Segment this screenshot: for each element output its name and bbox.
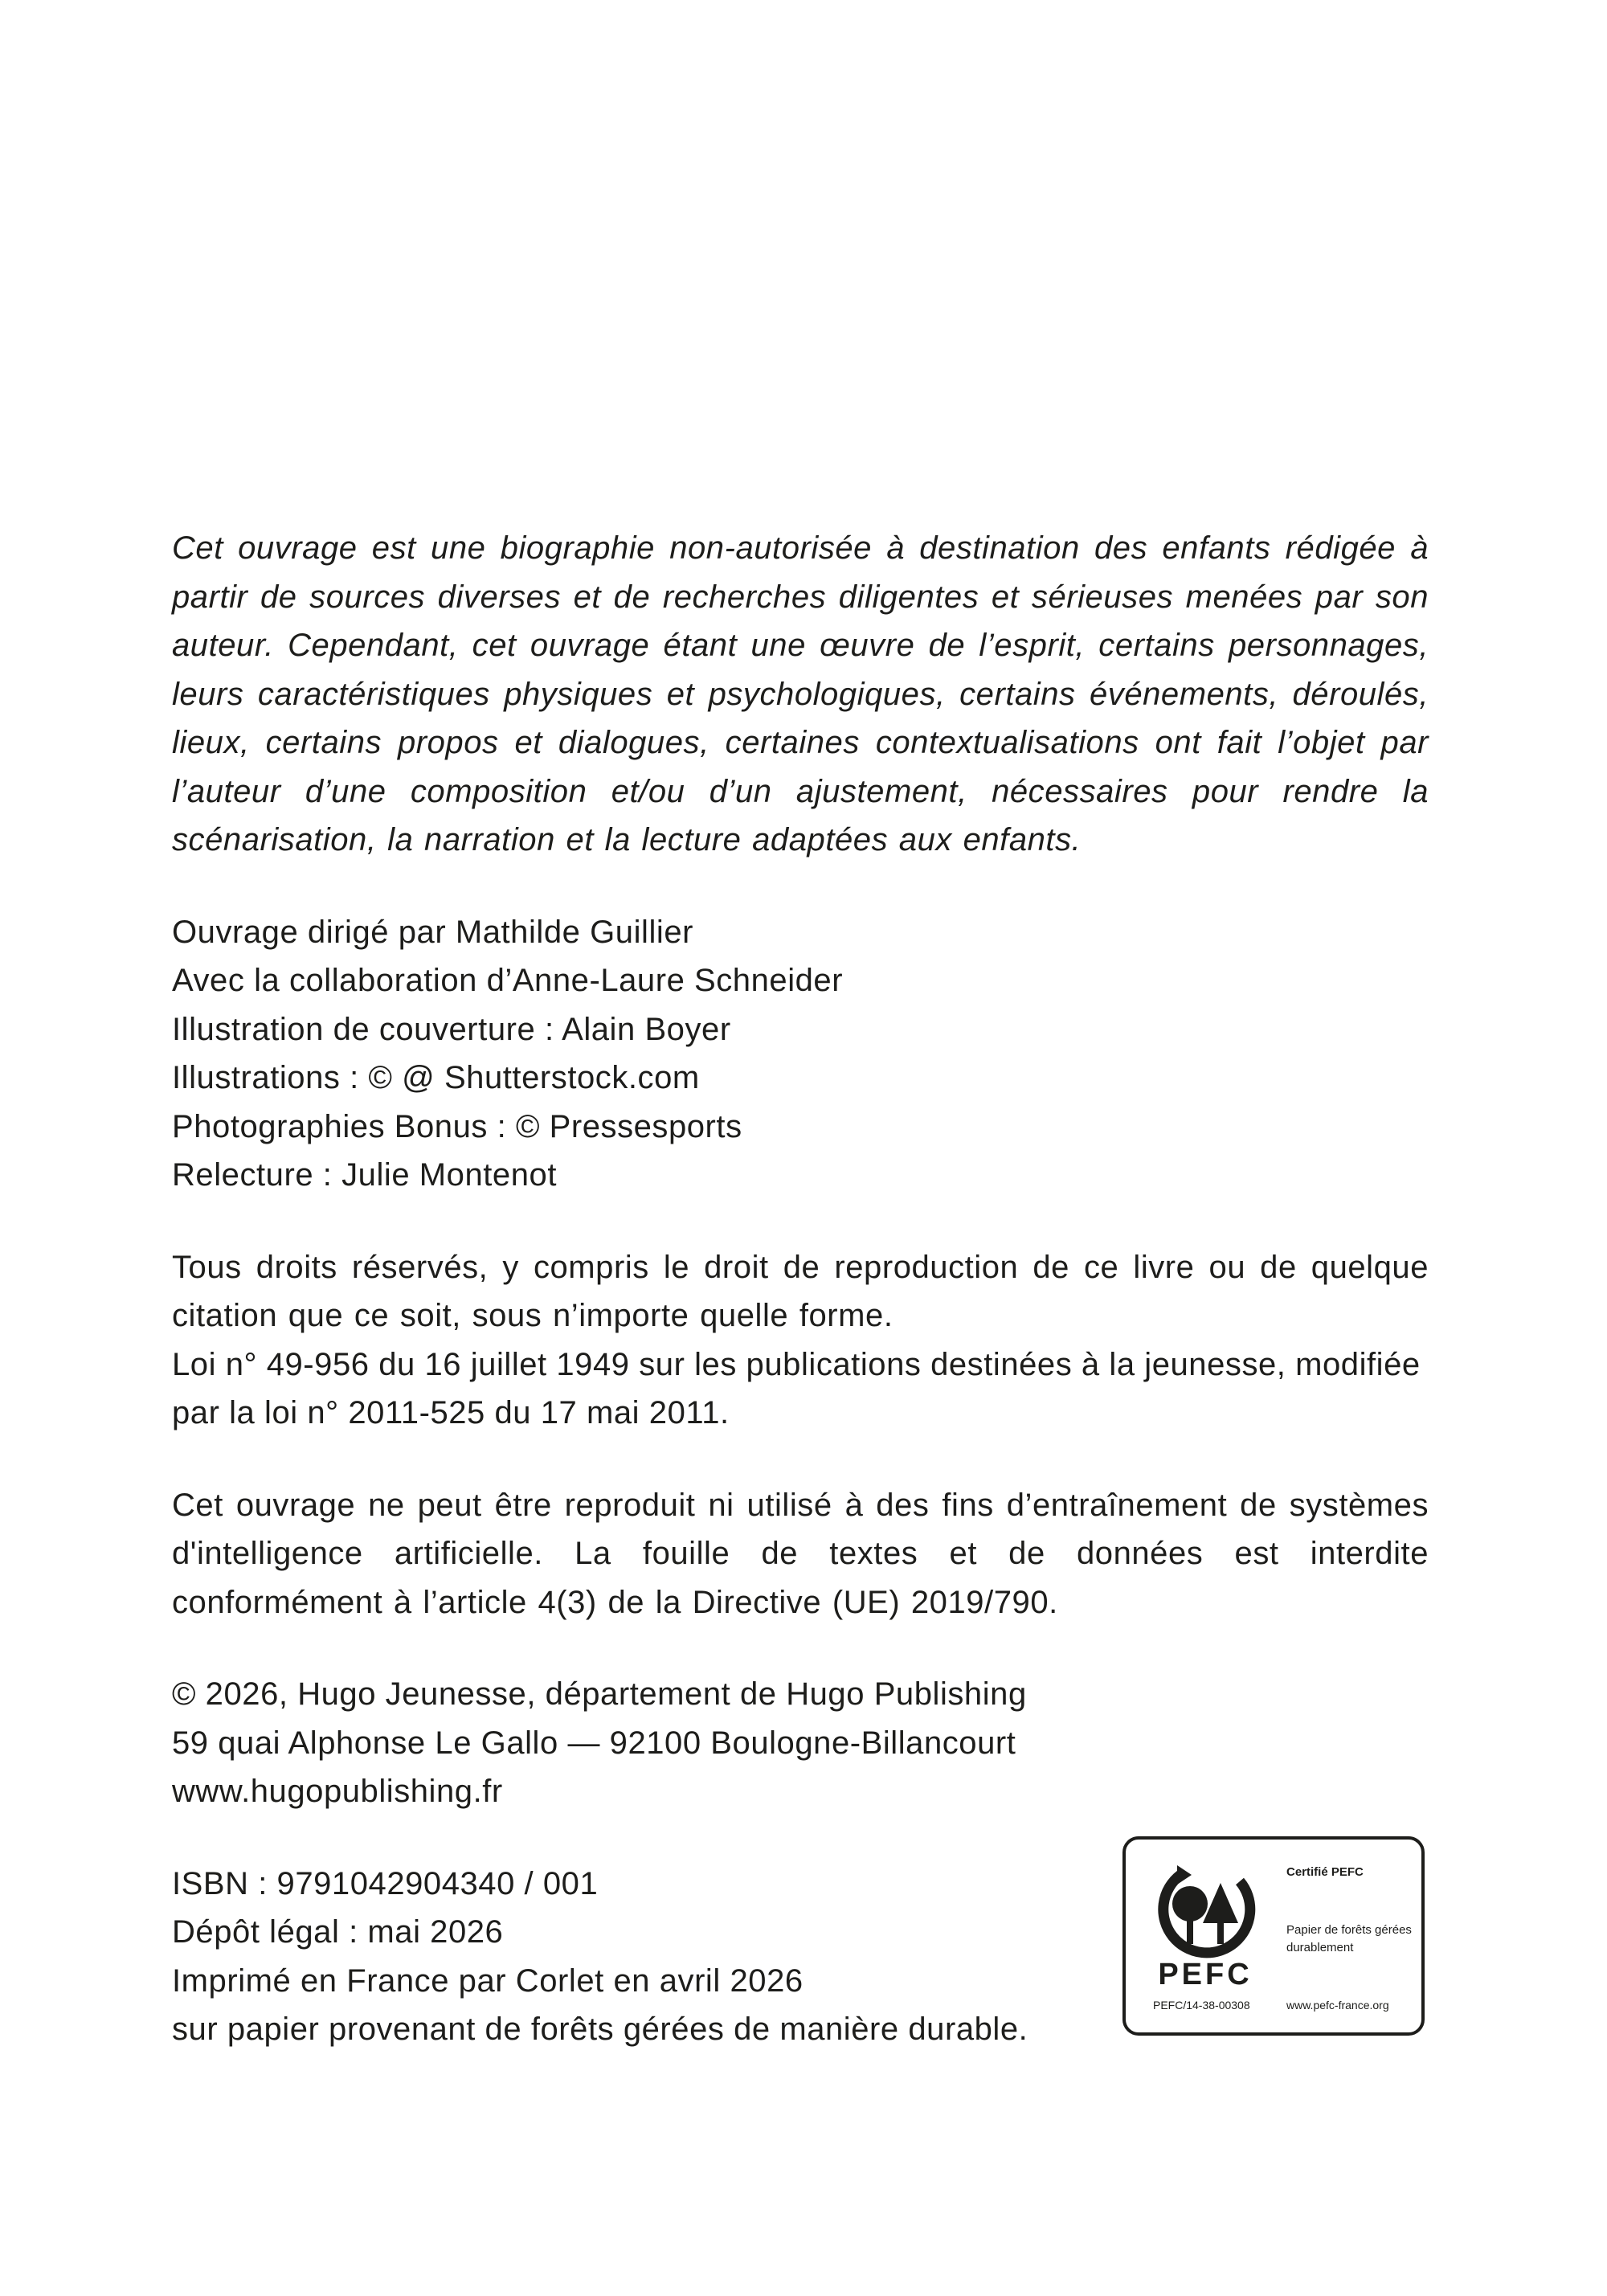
credits-block [172, 908, 1429, 1200]
rights-block [172, 1243, 1429, 1438]
paper-source: sur papier provenant de forêts gérées de manière durable. [172, 2012, 1028, 2047]
credit-cover-illustration: Illustration de couverture : Alain Boyer [172, 1011, 731, 1047]
credit-collaboration: Avec la collaboration d’Anne-Laure Schneider [172, 963, 844, 998]
disclaimer-paragraph: Cet ouvrage est une biographie non-autorisée à destination des enfants rédigée à partir de sources diverses et de recherches diligentes et sérieuses menées par son auteur. Cependant, cet ouvrage étant une œuvre de l’esprit, certains personnages, leurs caractéristiques physiques et psychologiques, certains événements, déroulés, lieux, certains propos et dialogues, certaines contextualisations ont fait l’objet par l’auteur d’une composition et/ou d’un ajustement, nécessaires pour rendre la scénarisation, la narration et la lecture adaptées aux enfants. [172, 530, 1429, 857]
credit-photographs: Photographies Bonus : © Pressesports [172, 1108, 742, 1144]
credit-proofreading: Relecture : Julie Montenot [172, 1157, 557, 1193]
pefc-wordmark: PEFC [1158, 1957, 1253, 1991]
publisher-copyright: © 2026, Hugo Jeunesse, département de Hugo Publishing [172, 1676, 1027, 1712]
copyright-page [172, 524, 1429, 2054]
legal-deposit: Dépôt légal : mai 2026 [172, 1914, 504, 1950]
credit-editor: Ouvrage dirigé par Mathilde Guillier [172, 914, 693, 950]
publisher-block [172, 1670, 1429, 1816]
youth-law-notice: Loi n° 49-956 du 16 juillet 1949 sur les publications destinées à la jeunesse, modifiée par la loi n° 2011-525 du 17 mai 2011. [172, 1346, 1421, 1430]
pefc-certified-label: Certifié PEFC [1286, 1864, 1364, 1879]
ai-training-notice: Cet ouvrage ne peut être reproduit ni utilisé à des fins d’entraînement de systèmes d'intelligence artificielle. La fouille de textes et de données est interdite conformément à l’article 4(3) de la Directive (UE) 2019/790. [172, 1487, 1429, 1620]
rights-reserved: Tous droits réservés, y compris le droit de reproduction de ce livre ou de quelque citation que ce soit, sous n’importe quelle forme. [172, 1249, 1429, 1333]
pefc-description: Papier de forêts gérées durablement [1286, 1922, 1412, 1954]
pefc-certification-badge [1122, 1836, 1425, 2036]
publisher-address: 59 quai Alphonse Le Gallo — 92100 Boulogne-Billancourt [172, 1725, 1016, 1761]
pefc-code: PEFC/14-38-00308 [1153, 1998, 1250, 2012]
credit-illustrations: Illustrations : © @ Shutterstock.com [172, 1060, 700, 1095]
pefc-url: www.pefc-france.org [1286, 1998, 1389, 2012]
pefc-trees-logo-icon [1153, 1864, 1257, 1958]
publisher-website: www.hugopublishing.fr [172, 1774, 503, 1809]
isbn: ISBN : 9791042904340 / 001 [172, 1865, 599, 1901]
printer-info: Imprimé en France par Corlet en avril 2026 [172, 1962, 804, 1999]
